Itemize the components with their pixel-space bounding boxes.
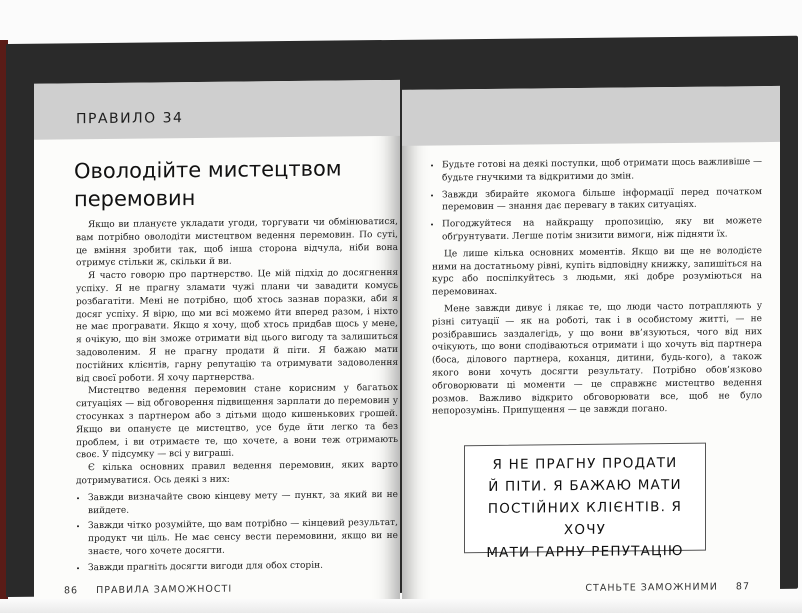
quote-line: Й ПІТИ. Я БАЖАЮ МАТИ	[488, 476, 682, 495]
page-number: 86	[64, 585, 79, 597]
open-book	[6, 36, 798, 597]
running-head: СТАНЬТЕ ЗАМОЖНИМИ	[585, 581, 718, 594]
chapter-title: Оволодійте мистецтвом перемовин	[74, 156, 342, 212]
paragraph: Це лише кілька основних моментів. Якщо ви ще не володієте ними на достатньому рівні, купіть відповідну книжку, запишіться на курс або поспілкуйтесь з людьми, які добре розуміються на перемовинах.	[432, 245, 762, 298]
header-band	[402, 86, 780, 146]
surface-shadow	[0, 599, 802, 613]
left-page	[34, 80, 400, 613]
bullet-item: • Погоджуйтеся на найкращу пропозицію, яку ви можете обґрунтувати. Легше потім знизити вимоги, ніж підняти їх.	[442, 215, 762, 244]
left-body-text	[76, 216, 398, 578]
left-footer	[64, 584, 232, 597]
bullet-item: • Будьте готові на деякі поступки, щоб отримати щось важливіше — будьте гнучкими та відкритими до змін.	[442, 156, 762, 185]
bullet-item: • Завжди прагніть досягти вигоди для обох сторін.	[88, 559, 398, 575]
bullet-list	[432, 156, 762, 244]
bullet-list	[76, 489, 398, 575]
paragraph: Мене завжди дивує і лякає те, що люди часто потрапляють у різні ситуації — як на роботі, так і в особистому житті, — не розібравшись заздалегідь, у що вони вв’язуються, чого від них очікують, що вони сподіваються отримати і що хочуть від партнера (боса, ділового партнера, коханця, дитини, будь-кого), а також якого вони хочуть досягти результату. Потрібно обов’язково обговорювати ці моменти — це справжнє мистецтво ведення розмов. Важливо відкрито обговорювати все, щоб не було непорозумінь. Припущення — це завжди погано.	[432, 301, 762, 417]
right-body-text	[432, 156, 762, 419]
quote-line: Я НЕ ПРАГНУ ПРОДАТИ	[492, 454, 678, 473]
paragraph: Я часто говорю про партнерство. Це мій підхід до досягнення успіху. Я не прагну зламати чужі плани чи завадити комусь розбагатіти. Мені не потрібно, щоб хтось зазнав поразки, аби я досяг успіху. Я вірю, що ми всі можемо йти вперед разом, і ніхто не має програвати. Якщо я хочу, щоб хтось придбав щось у мене, я очікую, що він зможе отримати від цього вигоду та залишиться задоволеним. Я не прагну продати й піти. Я бажаю мати постійних клієнтів, гарну репутацію та отримувати задоволення від своєї роботи. Я хочу партнерства.	[76, 268, 398, 384]
paragraph: Є кілька основних правил ведення перемовин, яких варто дотримуватися. Ось деякі з них:	[76, 460, 398, 487]
quote-line: МАТИ ГАРНУ РЕПУТАЦІЮ	[486, 542, 684, 561]
rule-label: ПРАВИЛО 34	[76, 110, 184, 128]
header-band	[34, 80, 400, 140]
bullet-item: • Завжди чітко розумійте, що вам потрібно — кінцевий результат, продукт чи ціль. Не має сенсу вести перемовини, якщо ви не знаєте, чого хочете досягти.	[88, 517, 398, 559]
paragraph: Якщо ви плануєте укладати угоди, торгувати чи обмінюватися, вам потрібно оволодіти мистецтвом ведення перемовин. По суті, це вміння зробити так, щоб інша сторона відчула, ніби вона отримує стільки ж, скільки й ви.	[76, 216, 398, 269]
bullet-item: • Завжди визначайте свою кінцеву мету — пункт, за який ви не вийдете.	[88, 489, 398, 518]
right-footer	[585, 581, 750, 594]
running-head: ПРАВИЛА ЗАМОЖНОСТІ	[96, 583, 233, 597]
right-page	[402, 86, 780, 613]
page-number: 87	[735, 581, 750, 593]
pull-quote-box	[464, 443, 706, 561]
quote-line: ПОСТІЙНИХ КЛІЄНТІВ. Я ХОЧУ	[487, 498, 683, 539]
paragraph: Мистецтво ведення перемовин стане корисним у багатьох ситуаціях — від обговорення підвищення зарплати до перемовин у стосунках з партнером або з дітьми щодо кишенькових грошей. Якщо ви опануєте це мистецтво, усе буде йти легко та без проблем, і ви отримаєте те, що хочете, а вони теж отримають своє. У підсумку — всі у виграші.	[76, 383, 398, 461]
bullet-item: • Завжди збирайте якомога більше інформації перед початком перемовин — знання дає перевагу в таких ситуаціях.	[442, 186, 762, 215]
